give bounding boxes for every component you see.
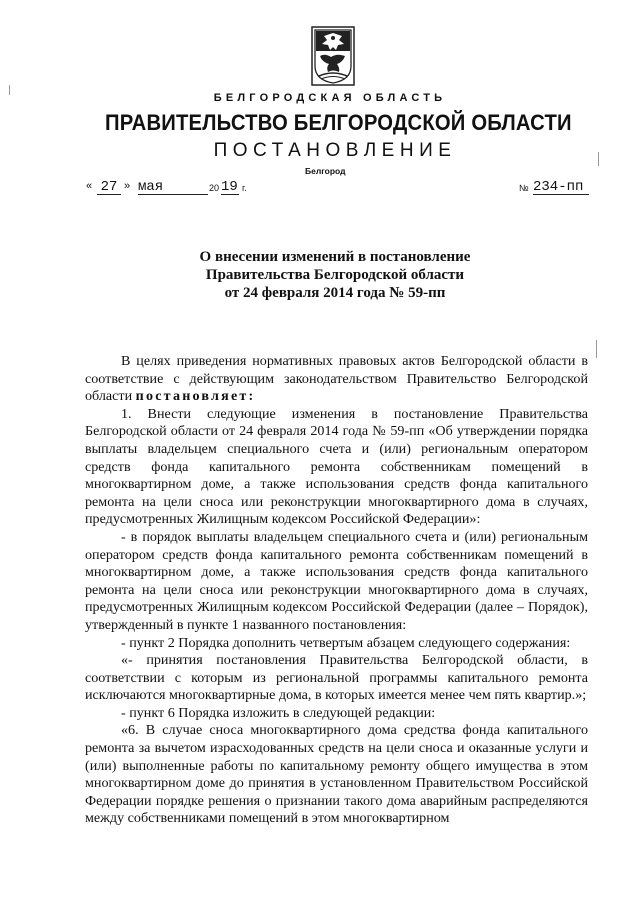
title-line-3: от 24 февраля 2014 года № 59-пп [224, 285, 446, 301]
paragraph-point-6-text: «6. В случае сноса многоквартирного дома средства фонда капитального ремонта за вычетом израсходованных средств на цели сноса и оказанные услуги и (или) выполненные работы по капитальному ремонту общего имущества в этом многоквартирном доме до принятия в установленном Правительством Российской Федерации порядке решения о признании такого дома аварийным распределяются между собственниками помещений в этом многоквартирном [85, 722, 588, 827]
government-name: ПРАВИТЕЛЬСТВО БЕЛГОРОДСКОЙ ОБЛАСТИ [105, 110, 572, 135]
date-day: 27 [97, 180, 121, 195]
region-name: БЕЛГОРОДСКАЯ ОБЛАСТЬ [213, 92, 447, 104]
document-type: ПОСТАНОВЛЕНИЕ [213, 140, 457, 161]
document-body [85, 353, 588, 828]
date-year-mark: г. [242, 183, 247, 193]
document-number: 234-пп [533, 180, 589, 195]
scan-speck [9, 85, 10, 95]
document-title [0, 248, 640, 302]
date-month: мая [138, 180, 208, 195]
title-line-1: О внесении изменений в постановление [199, 249, 471, 265]
number-label: № [519, 183, 529, 193]
paragraph-item-1: 1. Внести следующие изменения в постановление Правительства Белгородской области от 24 февраля 2014 года № 59-пп «Об утверждении порядка выплаты владельцем специального счета и (или) региональным оператором средств фонда капитального ремонта собственникам помещений в многоквартирном доме, а также использования средств фонда капитального ремонта на цели сноса или реконструкции многоквартирного дома в случаях, предусмотренных Жилищным кодексом Российской Федерации»: [85, 405, 588, 528]
scan-speck [596, 340, 597, 358]
paragraph-procedure-changes: - в порядок выплаты владельцем специального счета и (или) региональным оператором средств фонда капитального ремонта собственникам помещений в многоквартирном доме, а также использования средств фонда капитального ремонта на цели сноса или реконструкции многоквартирного дома в случаях, предусмотренных Жилищным кодексом Российской Федерации (далее – Порядок), утвержденный в пункте 1 названного постановления: [85, 528, 588, 633]
date-year-suffix: 19 [221, 179, 238, 195]
paragraph-preamble [85, 353, 588, 406]
coat-of-arms-emblem-icon [311, 26, 355, 86]
date-year-prefix: 20 [209, 183, 220, 193]
city-name: Белгород [305, 166, 346, 176]
dateline [86, 180, 591, 196]
scan-speck [598, 152, 599, 166]
preamble-resolves: постановляет: [135, 388, 256, 405]
paragraph-point-2: - пункт 2 Порядка дополнить четвертым абзацем следующего содержания: [121, 634, 571, 651]
date-close-quote: » [124, 180, 131, 192]
paragraph-point-2-text: «- принятия постановления Правительства Белгородской области, в соответствии с которым из региональной программы капитального ремонта исключаются многоквартирные дома, в которых имеется менее чем пять квартир.»; [85, 652, 588, 704]
preamble-text: В целях приведения нормативных правовых актов Белгородской области в соответствие с действующим законодательством Правительство Белгородской области [85, 353, 588, 405]
date-open-quote: « [86, 180, 93, 192]
paragraph-point-6: - пункт 6 Порядка изложить в следующей редакции: [121, 704, 436, 721]
title-line-2: Правительства Белгородской области [205, 267, 465, 283]
